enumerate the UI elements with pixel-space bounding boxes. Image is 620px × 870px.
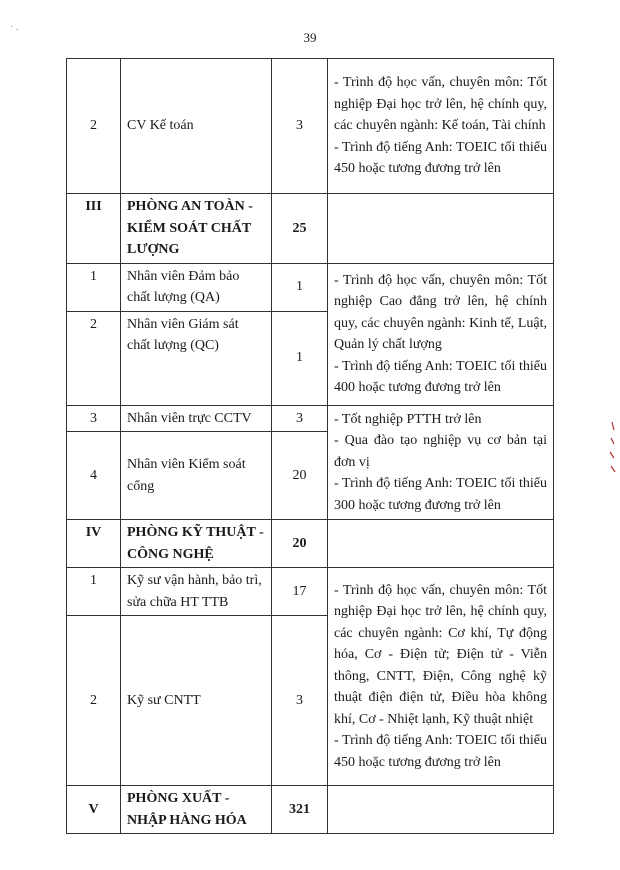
requirements: - Tốt nghiệp PTTH trở lên - Qua đào tạo nghiệp vụ cơ bản tại đơn vị - Trình độ tiếng Anh: TOEIC tối thiểu 300 hoặc tương đương trở lên (328, 405, 554, 520)
quantity: 3 (272, 616, 328, 786)
quantity: 1 (272, 263, 328, 311)
section-row (67, 194, 554, 264)
row-number: 2 (67, 311, 121, 405)
page-number: 39 (303, 30, 317, 45)
quantity: 3 (272, 405, 328, 432)
requirements: - Trình độ học vấn, chuyên môn: Tốt nghiệp Đại học trở lên, hệ chính quy, các chuyên ngành: Cơ khí, Tự động hóa, Cơ - Điện tử; Điện tử - Viễn thông, CNTT, Điện, Công nghệ kỹ thuật điện điện tử, Điều hòa không khí, Cơ - Nhiệt lạnh, Kỹ thuật nhiệt - Trình độ tiếng Anh: TOEIC tối thiểu 450 hoặc tương đương trở lên (328, 568, 554, 786)
section-title: PHÒNG XUẤT - NHẬP HÀNG HÓA (121, 786, 272, 834)
position-title: Nhân viên trực CCTV (121, 405, 272, 432)
row-number: 3 (67, 405, 121, 432)
section-number: V (67, 786, 121, 834)
section-number: III (67, 194, 121, 264)
staffing-table (66, 58, 554, 834)
row-number: 1 (67, 568, 121, 616)
empty-cell (328, 194, 554, 264)
requirements: - Trình độ học vấn, chuyên môn: Tốt nghiệp Cao đẳng trở lên, hệ chính quy, các chuyên ngành: Kinh tế, Luật, Quản lý chất lượng - Trình độ tiếng Anh: TOEIC tối thiểu 400 hoặc tương đương trở lên (328, 263, 554, 405)
section-row (67, 786, 554, 834)
empty-cell (328, 786, 554, 834)
section-title: PHÒNG AN TOÀN - KIỂM SOÁT CHẤT LƯỢNG (121, 194, 272, 264)
position-title: Nhân viên Kiểm soát cổng (121, 432, 272, 520)
row-number: 2 (67, 616, 121, 786)
table-row (67, 568, 554, 616)
quantity: 20 (272, 432, 328, 520)
section-quantity: 20 (272, 520, 328, 568)
quantity: 17 (272, 568, 328, 616)
section-title: PHÒNG KỸ THUẬT - CÔNG NGHỆ (121, 520, 272, 568)
section-quantity: 321 (272, 786, 328, 834)
row-number: 2 (67, 59, 121, 194)
row-number: 1 (67, 263, 121, 311)
quantity: 1 (272, 311, 328, 405)
section-row (67, 520, 554, 568)
requirements: - Trình độ học vấn, chuyên môn: Tốt nghiệp Đại học trở lên, hệ chính quy, các chuyên ngành: Kế toán, Tài chính - Trình độ tiếng Anh: TOEIC tối thiểu 450 hoặc tương đương trở lên (328, 59, 554, 194)
margin-stamp-mark (608, 420, 616, 480)
scan-speck: · . (10, 22, 19, 33)
empty-cell (328, 520, 554, 568)
quantity: 3 (272, 59, 328, 194)
table-row (67, 263, 554, 311)
table-row (67, 405, 554, 432)
table-row (67, 59, 554, 194)
position-title: Kỹ sư CNTT (121, 616, 272, 786)
position-title: CV Kế toán (121, 59, 272, 194)
section-number: IV (67, 520, 121, 568)
position-title: Kỹ sư vận hành, bảo trì, sửa chữa HT TTB (121, 568, 272, 616)
section-quantity: 25 (272, 194, 328, 264)
row-number: 4 (67, 432, 121, 520)
position-title: Nhân viên Đảm bảo chất lượng (QA) (121, 263, 272, 311)
position-title: Nhân viên Giám sát chất lượng (QC) (121, 311, 272, 405)
